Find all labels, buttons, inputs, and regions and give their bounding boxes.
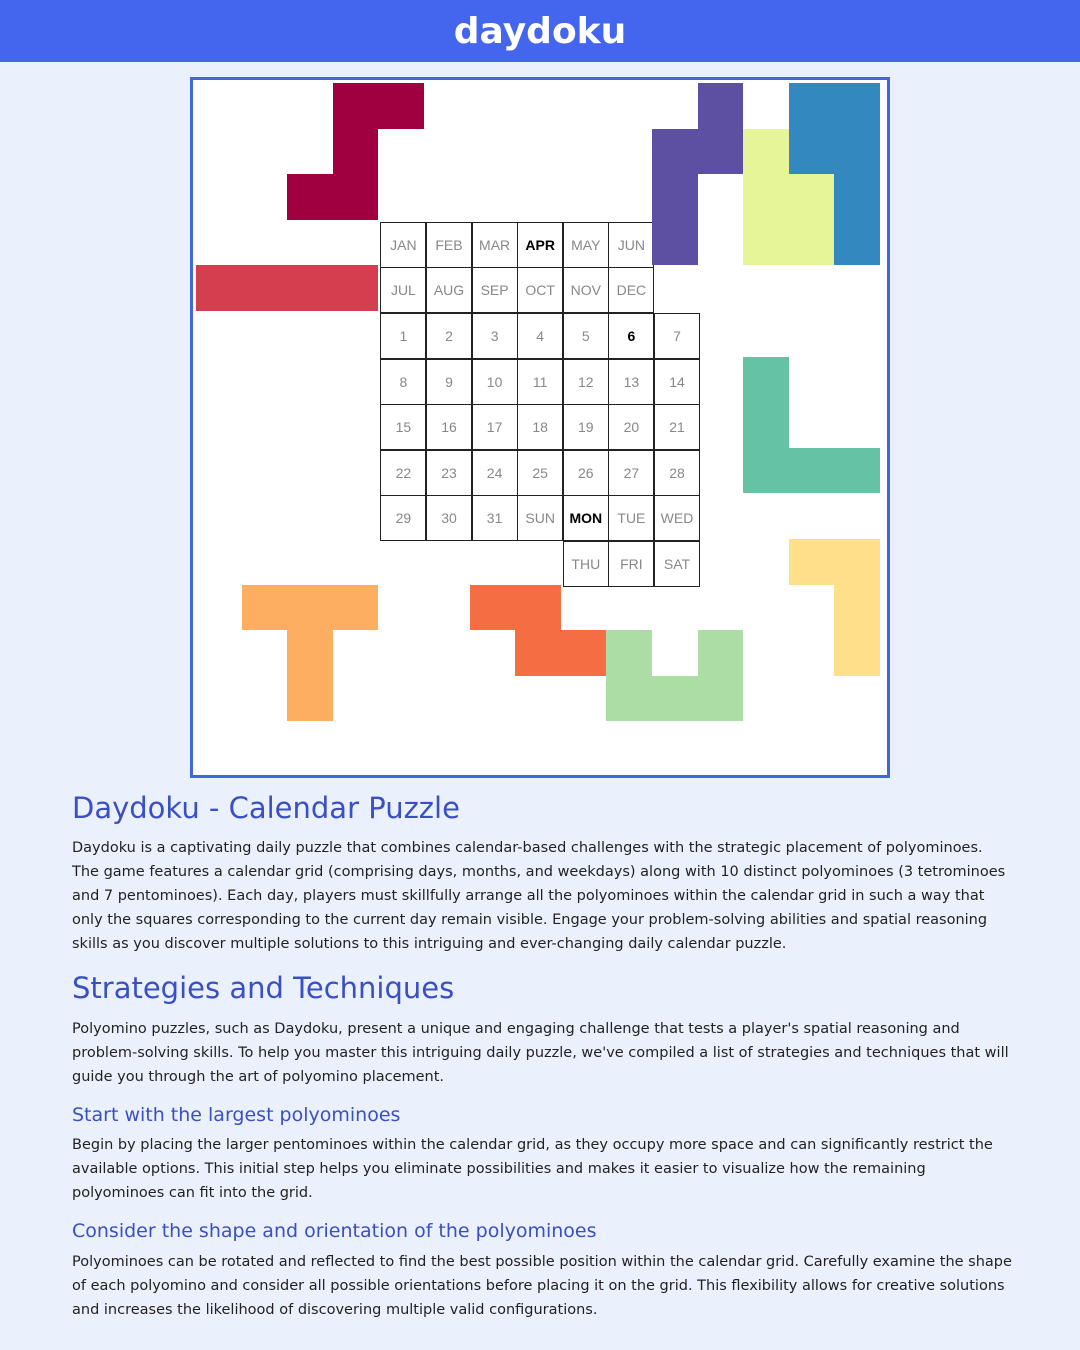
piece-square[interactable] [333, 265, 379, 311]
day-cell: 12 [563, 359, 609, 405]
day-cell: 23 [426, 450, 472, 496]
piece-square[interactable] [789, 448, 835, 494]
day-cell: 6 [608, 313, 654, 359]
largest-heading: Start with the largest polyominoes [72, 1103, 401, 1126]
piece-square[interactable] [743, 220, 789, 266]
piece-square[interactable] [652, 676, 698, 722]
piece-square[interactable] [287, 676, 333, 722]
day-cell: 5 [563, 313, 609, 359]
day-cell: 16 [426, 404, 472, 450]
weekday-cell: TUE [608, 495, 654, 541]
piece-square[interactable] [789, 220, 835, 266]
piece-square[interactable] [652, 174, 698, 220]
piece-square[interactable] [287, 630, 333, 676]
weekday-cell: WED [654, 495, 700, 541]
article [72, 790, 1012, 1336]
piece-square[interactable] [834, 630, 880, 676]
month-cell: JUN [608, 222, 654, 268]
piece-square[interactable] [561, 630, 607, 676]
piece-square[interactable] [789, 129, 835, 175]
month-cell: AUG [426, 267, 472, 313]
intro-paragraph: Daydoku is a captivating daily puzzle that combines calendar-based challenges with the strategic placement of polyominoes. The game features a calendar grid (comprising days, months, and weekdays) along with 10 distinct polyominoes (3 tetrominoes and 7 pentominoes). Each day, players must skillfully arrange all the polyominoes within the calendar grid in such a way that only the squares corresponding to the current day remain visible. Engage your problem-solving abilities and spatial reasoning skills as you discover multiple solutions to this intriguing and ever-changing daily calendar puzzle. [72, 840, 1006, 953]
piece-square[interactable] [743, 129, 789, 175]
weekday-cell: THU [563, 541, 609, 587]
day-cell: 8 [380, 359, 426, 405]
piece-square[interactable] [515, 630, 561, 676]
piece-square[interactable] [834, 129, 880, 175]
day-cell: 27 [608, 450, 654, 496]
shape-paragraph: Polyominoes can be rotated and reflected to find the best possible position within the calendar grid. Carefully examine the shape of each polyomino and consider all possible orientations before placing it on the grid. This flexibility allows for creative solutions and increases the likelihood of discovering multiple valid configurations. [72, 1253, 1012, 1318]
piece-square[interactable] [287, 174, 333, 220]
piece-square[interactable] [652, 220, 698, 266]
day-cell: 21 [654, 404, 700, 450]
piece-square[interactable] [834, 83, 880, 129]
month-cell: JAN [380, 222, 426, 268]
piece-square[interactable] [698, 129, 744, 175]
piece-square[interactable] [789, 83, 835, 129]
month-cell: FEB [426, 222, 472, 268]
day-cell: 31 [472, 495, 518, 541]
month-cell: JUL [380, 267, 426, 313]
piece-square[interactable] [287, 585, 333, 631]
piece-square[interactable] [698, 630, 744, 676]
day-cell: 30 [426, 495, 472, 541]
piece-square[interactable] [378, 83, 424, 129]
strategies-paragraph: Polyomino puzzles, such as Daydoku, present a unique and engaging challenge that tests a player's spatial reasoning and problem-solving skills. To help you master this intriguing daily puzzle, we've compiled a list of strategies and techniques that will guide you through the art of polyomino placement. [72, 1020, 1009, 1085]
piece-square[interactable] [698, 83, 744, 129]
intro-heading: Daydoku - Calendar Puzzle [72, 791, 460, 825]
piece-square[interactable] [242, 585, 288, 631]
piece-square[interactable] [470, 585, 516, 631]
piece-square[interactable] [834, 448, 880, 494]
piece-square[interactable] [743, 174, 789, 220]
piece-square[interactable] [333, 83, 379, 129]
weekday-cell: MON [563, 495, 609, 541]
site-header [0, 0, 1080, 62]
day-cell: 25 [517, 450, 563, 496]
day-cell: 4 [517, 313, 563, 359]
day-cell: 22 [380, 450, 426, 496]
month-cell: OCT [517, 267, 563, 313]
day-cell: 2 [426, 313, 472, 359]
site-title[interactable]: daydoku [453, 10, 627, 52]
day-cell: 15 [380, 404, 426, 450]
piece-square[interactable] [743, 357, 789, 403]
day-cell: 17 [472, 404, 518, 450]
shape-heading: Consider the shape and orientation of the polyominoes [72, 1220, 597, 1243]
largest-paragraph: Begin by placing the larger pentominoes within the calendar grid, as they occupy more space and can significantly restrict the available options. This initial step helps you eliminate possibilities and makes it easier to visualize how the remaining polyominoes can fit into the grid. [72, 1137, 993, 1202]
month-cell: NOV [563, 267, 609, 313]
piece-square[interactable] [242, 265, 288, 311]
weekday-cell: SUN [517, 495, 563, 541]
day-cell: 3 [472, 313, 518, 359]
weekday-cell: SAT [654, 541, 700, 587]
piece-square[interactable] [196, 265, 242, 311]
piece-square[interactable] [789, 174, 835, 220]
month-cell: SEP [472, 267, 518, 313]
piece-square[interactable] [287, 265, 333, 311]
day-cell: 13 [608, 359, 654, 405]
month-cell: APR [517, 222, 563, 268]
day-cell: 9 [426, 359, 472, 405]
piece-square[interactable] [333, 129, 379, 175]
piece-square[interactable] [834, 585, 880, 631]
piece-square[interactable] [743, 448, 789, 494]
weekday-cell: FRI [608, 541, 654, 587]
piece-square[interactable] [606, 676, 652, 722]
piece-square[interactable] [789, 539, 835, 585]
day-cell: 7 [654, 313, 700, 359]
day-cell: 14 [654, 359, 700, 405]
day-cell: 18 [517, 404, 563, 450]
month-cell: DEC [608, 267, 654, 313]
piece-square[interactable] [698, 676, 744, 722]
month-cell: MAY [563, 222, 609, 268]
piece-square[interactable] [652, 129, 698, 175]
day-cell: 20 [608, 404, 654, 450]
day-cell: 10 [472, 359, 518, 405]
puzzle-board [190, 77, 890, 778]
piece-square[interactable] [606, 630, 652, 676]
day-cell: 26 [563, 450, 609, 496]
day-cell: 11 [517, 359, 563, 405]
day-cell: 24 [472, 450, 518, 496]
piece-square[interactable] [834, 220, 880, 266]
day-cell: 28 [654, 450, 700, 496]
piece-square[interactable] [743, 402, 789, 448]
piece-square[interactable] [333, 585, 379, 631]
day-cell: 1 [380, 313, 426, 359]
piece-square[interactable] [834, 174, 880, 220]
piece-square[interactable] [515, 585, 561, 631]
day-cell: 19 [563, 404, 609, 450]
day-cell: 29 [380, 495, 426, 541]
piece-square[interactable] [333, 174, 379, 220]
strategies-heading: Strategies and Techniques [72, 971, 455, 1006]
piece-square[interactable] [834, 539, 880, 585]
month-cell: MAR [472, 222, 518, 268]
